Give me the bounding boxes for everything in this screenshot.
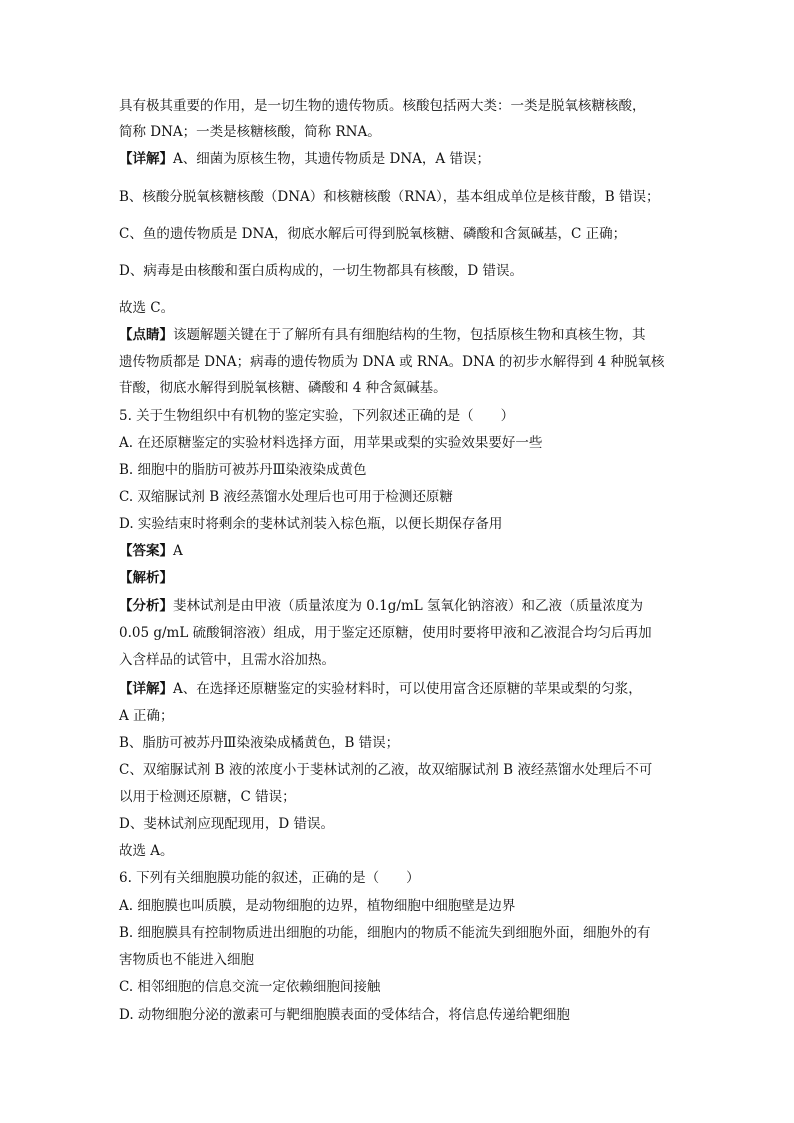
option-b: B. 细胞中的脂肪可被苏丹Ⅲ染液染成黄色 — [119, 462, 367, 478]
section-tag: 【点睛】 — [119, 327, 173, 343]
section-tag: 【详解】 — [119, 151, 173, 167]
text-line: 苷酸，彻底水解得到脱氧核糖、磷酸和 4 种含氮碱基。 — [119, 380, 447, 396]
text-line: C、鱼的遗传物质是 DNA，彻底水解后可得到脱氧核糖、磷酸和含氮碱基，C 正确； — [119, 226, 627, 242]
section-tag: 【分析】 — [119, 598, 173, 614]
option-a: A. 在还原糖鉴定的实验材料选择方面，用苹果或梨的实验效果要好一些 — [119, 435, 543, 451]
text-line: 害物质也不能进入细胞 — [119, 952, 254, 968]
text-line: D、斐林试剂应现配现用，D 错误。 — [119, 816, 334, 832]
question-stem: 6. 下列有关细胞膜功能的叙述，正确的是（ ） — [119, 870, 420, 886]
text-line: 以用于检测还原糖，C 错误； — [119, 789, 296, 805]
text-line: 【分析】斐林试剂是由甲液（质量浓度为 0.1g/mL 氢氧化钠溶液）和乙液（质量浓度为 — [119, 598, 644, 614]
text-line: 遗传物质都是 DNA；病毒的遗传物质为 DNA 或 RNA。DNA 的初步水解得到 4 种脱氧核 — [119, 354, 665, 370]
text-line: C、双缩脲试剂 B 液的浓度小于斐林试剂的乙液，故双缩脲试剂 B 液经蒸馏水处理后不可 — [119, 762, 653, 778]
text-line: 0.05 g/mL 硫酸铜溶液）组成，用于鉴定还原糖，使用时要将甲液和乙液混合均匀后再加 — [119, 625, 652, 641]
text-line: D、病毒是由核酸和蛋白质构成的，一切生物都具有核酸，D 错误。 — [119, 263, 523, 279]
text-line: 故选 A。 — [119, 843, 174, 859]
analysis-heading — [119, 568, 173, 588]
option-d: D. 动物细胞分泌的激素可与靶细胞膜表面的受体结合，将信息传递给靶细胞 — [119, 1007, 570, 1023]
text-line: 【点睛】该题解题关键在于了解所有具有细胞结构的生物，包括原核生物和真核生物，其 — [119, 327, 646, 343]
text-line: 【详解】A、细菌为原核生物，其遗传物质是 DNA，A 错误； — [119, 151, 490, 167]
text-line: 简称 DNA；一类是核糖核酸，简称 RNA。 — [119, 124, 381, 140]
text-line: B、核酸分脱氧核糖核酸（DNA）和核糖核酸（RNA），基本组成单位是核苷酸，B 错误； — [119, 189, 660, 205]
text-line: A 正确； — [119, 708, 174, 724]
section-tag: 【答案】 — [119, 543, 173, 559]
question-stem: 5. 关于生物组织中有机物的鉴定实验，下列叙述正确的是（ ） — [119, 408, 515, 424]
text-line: 入含样品的试管中，且需水浴加热。 — [119, 652, 335, 668]
option-c: C. 相邻细胞的信息交流一定依赖细胞间接触 — [119, 979, 381, 995]
section-tag: 【解析】 — [119, 570, 173, 586]
section-tag: 【详解】 — [119, 681, 173, 697]
text-line: 【详解】A、在选择还原糖鉴定的实验材料时，可以使用富含还原糖的苹果或梨的匀浆， — [119, 681, 642, 697]
text-line: B、脂肪可被苏丹Ⅲ染液染成橘黄色，B 错误； — [119, 735, 400, 751]
option-c: C. 双缩脲试剂 B 液经蒸馏水处理后也可用于检测还原糖 — [119, 489, 453, 505]
option-b: B. 细胞膜具有控制物质进出细胞的功能，细胞内的物质不能流失到细胞外面，细胞外的有 — [119, 925, 651, 941]
answer-line: 【答案】A — [119, 543, 183, 559]
option-d: D. 实验结束时将剩余的斐林试剂装入棕色瓶，以便长期保存备用 — [119, 516, 503, 532]
text-line: 具有极其重要的作用，是一切生物的遗传物质。核酸包括两大类：一类是脱氧核糖核酸， — [119, 98, 646, 114]
option-a: A. 细胞膜也叫质膜，是动物细胞的边界，植物细胞中细胞壁是边界 — [119, 898, 516, 914]
text-line: 故选 C。 — [119, 300, 175, 316]
